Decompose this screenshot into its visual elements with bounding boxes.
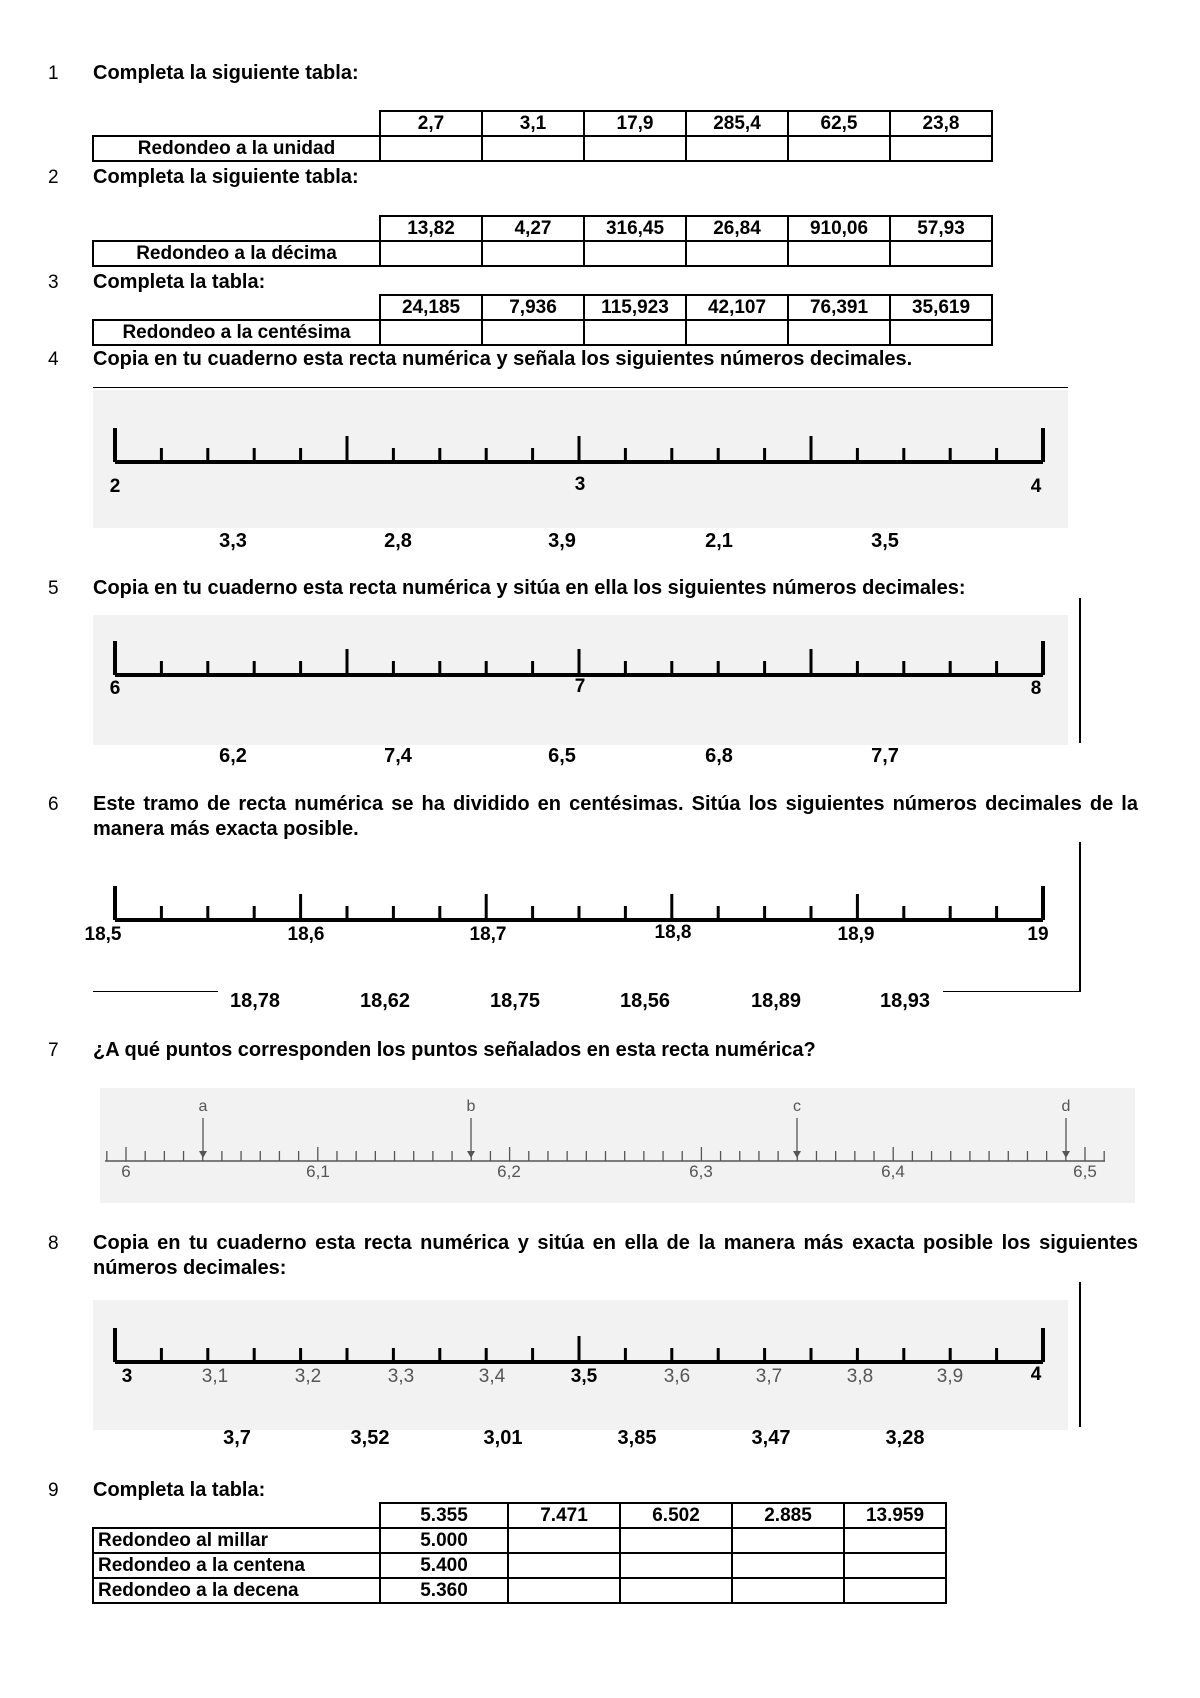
answer-cell[interactable] bbox=[844, 1528, 946, 1553]
decimal-number: 3,85 bbox=[617, 1427, 657, 1449]
table-header-value: 42,107 bbox=[686, 295, 788, 320]
axis-label: 6,4 bbox=[881, 1162, 905, 1181]
margin-line bbox=[1079, 598, 1081, 743]
arrow-marker bbox=[793, 1151, 801, 1158]
answer-cell[interactable] bbox=[584, 136, 686, 161]
exercise-instruction: Copia en tu cuaderno esta recta numérica y sitúa en ella de la manera más exacta posible los siguientes números decimales: bbox=[93, 1232, 1138, 1279]
answer-cell[interactable] bbox=[482, 136, 584, 161]
table-header-value: 57,93 bbox=[890, 216, 992, 241]
table-header-value: 910,06 bbox=[788, 216, 890, 241]
exercise-number: 8 bbox=[48, 1233, 59, 1254]
axis-label: 6 bbox=[109, 678, 121, 699]
decimal-number: 7,4 bbox=[384, 745, 412, 767]
answer-cell[interactable] bbox=[788, 320, 890, 345]
decimal-number: 18,89 bbox=[750, 990, 802, 1012]
answer-cell[interactable] bbox=[482, 320, 584, 345]
axis-label: 19 bbox=[1027, 924, 1049, 945]
answer-cell[interactable] bbox=[732, 1528, 844, 1553]
table-header-value: 24,185 bbox=[380, 295, 482, 320]
exercise-instruction: Copia en tu cuaderno esta recta numérica y señala los siguientes números decimales. bbox=[93, 348, 913, 370]
table-header-value: 35,619 bbox=[890, 295, 992, 320]
rounding-table-hundredths bbox=[92, 294, 993, 346]
decimal-number: 6,2 bbox=[219, 745, 247, 767]
table-header-value: 62,5 bbox=[788, 111, 890, 136]
axis-label: 3,1 bbox=[201, 1366, 229, 1387]
axis-label: 8 bbox=[1030, 678, 1042, 699]
decimal-number: 6,8 bbox=[705, 745, 733, 767]
margin-line bbox=[943, 991, 1081, 992]
answer-cell[interactable] bbox=[732, 1553, 844, 1578]
point-label: b bbox=[466, 1098, 476, 1115]
arrow-marker bbox=[467, 1151, 475, 1158]
number-line-ticks bbox=[115, 886, 1043, 920]
table-header-value: 6.502 bbox=[620, 1503, 732, 1528]
exercise-number: 2 bbox=[48, 167, 59, 188]
table-row-label: Redondeo a la decena bbox=[93, 1578, 380, 1603]
arrow-marker bbox=[199, 1151, 207, 1158]
table-header-value: 115,923 bbox=[584, 295, 686, 320]
answer-cell[interactable] bbox=[508, 1553, 620, 1578]
answer-cell[interactable] bbox=[732, 1578, 844, 1603]
number-line-3-4 bbox=[93, 1300, 1068, 1430]
answer-cell[interactable] bbox=[844, 1553, 946, 1578]
answer-cell[interactable] bbox=[844, 1578, 946, 1603]
answer-cell[interactable] bbox=[584, 320, 686, 345]
exercise-number: 5 bbox=[48, 578, 59, 599]
exercise-number: 4 bbox=[48, 349, 59, 370]
point-label: c bbox=[793, 1098, 801, 1115]
answer-cell[interactable] bbox=[620, 1553, 732, 1578]
answer-cell: 5.400 bbox=[380, 1553, 508, 1578]
table-header-value: 3,1 bbox=[482, 111, 584, 136]
exercise-instruction: Completa la tabla: bbox=[93, 1479, 266, 1501]
point-label: d bbox=[1061, 1098, 1071, 1115]
axis-label: 3,7 bbox=[755, 1366, 783, 1387]
answer-cell[interactable] bbox=[788, 241, 890, 266]
answer-cell[interactable] bbox=[508, 1578, 620, 1603]
answer-cell[interactable] bbox=[482, 241, 584, 266]
exercise-number: 9 bbox=[48, 1480, 59, 1501]
axis-label: 3,4 bbox=[478, 1366, 506, 1387]
axis-label: 18,8 bbox=[654, 922, 692, 943]
exercise-number: 7 bbox=[48, 1040, 59, 1061]
answer-cell[interactable] bbox=[686, 136, 788, 161]
decimal-number: 7,7 bbox=[871, 745, 899, 767]
table-header-value: 316,45 bbox=[584, 216, 686, 241]
axis-label: 18,6 bbox=[287, 924, 325, 945]
decimal-number: 6,5 bbox=[548, 745, 576, 767]
exercise-number: 3 bbox=[48, 272, 59, 293]
table-row-label: Redondeo a la décima bbox=[93, 241, 380, 266]
axis-label: 3 bbox=[121, 1366, 133, 1387]
axis-label: 7 bbox=[574, 676, 586, 697]
exercise-instruction: ¿A qué puntos corresponden los puntos señalados en esta recta numérica? bbox=[93, 1039, 816, 1061]
answer-cell[interactable] bbox=[380, 241, 482, 266]
axis-label: 3,2 bbox=[294, 1366, 322, 1387]
decimal-number: 3,28 bbox=[885, 1427, 925, 1449]
answer-cell[interactable] bbox=[890, 136, 992, 161]
table-header-value: 13,82 bbox=[380, 216, 482, 241]
number-line-6-8 bbox=[93, 615, 1068, 745]
axis-label: 6,1 bbox=[306, 1162, 330, 1181]
decimal-number: 18,78 bbox=[229, 990, 281, 1012]
axis-label: 18,5 bbox=[84, 924, 122, 945]
axis-label: 2 bbox=[109, 476, 121, 497]
answer-cell[interactable] bbox=[788, 136, 890, 161]
answer-cell[interactable] bbox=[380, 320, 482, 345]
decimal-number: 3,52 bbox=[350, 1427, 390, 1449]
axis-label: 4 bbox=[1030, 476, 1042, 497]
table-header-value: 13.959 bbox=[844, 1503, 946, 1528]
axis-label: 6,2 bbox=[497, 1162, 521, 1181]
axis-label: 3 bbox=[574, 474, 586, 495]
table-header-value: 23,8 bbox=[890, 111, 992, 136]
divider bbox=[93, 387, 1068, 388]
number-line-18-5-19 bbox=[84, 870, 1083, 950]
answer-cell: 5.360 bbox=[380, 1578, 508, 1603]
exercise-instruction: Completa la tabla: bbox=[93, 271, 266, 293]
axis-label: 3,8 bbox=[846, 1366, 874, 1387]
decimal-number: 18,62 bbox=[359, 990, 411, 1012]
table-row-label: Redondeo a la centésima bbox=[93, 320, 380, 345]
answer-cell[interactable] bbox=[686, 320, 788, 345]
number-line-2-4 bbox=[93, 390, 1068, 528]
exercise-number: 1 bbox=[48, 63, 59, 84]
decimal-number: 3,01 bbox=[483, 1427, 523, 1449]
table-header-value: 7,936 bbox=[482, 295, 584, 320]
answer-cell[interactable] bbox=[620, 1528, 732, 1553]
decimal-number: 3,5 bbox=[871, 530, 899, 552]
axis-label: 3,6 bbox=[663, 1366, 691, 1387]
axis-label: 3,3 bbox=[387, 1366, 415, 1387]
answer-cell[interactable] bbox=[584, 241, 686, 266]
point-label: a bbox=[198, 1098, 208, 1115]
exercise-instruction: Copia en tu cuaderno esta recta numérica y sitúa en ella los siguientes números decimales: bbox=[93, 577, 966, 599]
table-header-value: 2.885 bbox=[732, 1503, 844, 1528]
decimal-number: 3,7 bbox=[223, 1427, 251, 1449]
decimal-number: 2,1 bbox=[705, 530, 733, 552]
answer-cell[interactable] bbox=[890, 320, 992, 345]
arrow-marker bbox=[1062, 1151, 1070, 1158]
table-row-label: Redondeo al millar bbox=[93, 1528, 380, 1553]
axis-label: 18,7 bbox=[469, 924, 507, 945]
decimal-number: 3,9 bbox=[548, 530, 576, 552]
exercise-instruction: Completa la siguiente tabla: bbox=[93, 62, 359, 84]
answer-cell[interactable] bbox=[380, 136, 482, 161]
answer-cell[interactable] bbox=[890, 241, 992, 266]
rounding-table-units bbox=[92, 110, 993, 162]
margin-line bbox=[93, 991, 218, 992]
axis-label: 4 bbox=[1030, 1364, 1042, 1385]
axis-label: 6,5 bbox=[1073, 1162, 1097, 1181]
decimal-number: 3,3 bbox=[219, 530, 247, 552]
decimal-number: 18,75 bbox=[489, 990, 541, 1012]
axis-label: 6,3 bbox=[689, 1162, 713, 1181]
table-row-label: Redondeo a la unidad bbox=[93, 136, 380, 161]
table-header-value: 285,4 bbox=[686, 111, 788, 136]
answer-cell[interactable] bbox=[620, 1578, 732, 1603]
decimal-number: 3,47 bbox=[751, 1427, 791, 1449]
answer-cell[interactable] bbox=[508, 1528, 620, 1553]
number-line-6-6-5 bbox=[100, 1088, 1135, 1203]
decimal-number: 18,93 bbox=[879, 990, 931, 1012]
exercise-instruction: Este tramo de recta numérica se ha dividido en centésimas. Sitúa los siguientes números decimales de la manera más exacta posible. bbox=[93, 793, 1138, 840]
table-row-label: Redondeo a la centena bbox=[93, 1553, 380, 1578]
number-line-ticks bbox=[115, 428, 1043, 462]
axis-label: 18,9 bbox=[837, 924, 875, 945]
table-header-value: 7.471 bbox=[508, 1503, 620, 1528]
table-header-value: 17,9 bbox=[584, 111, 686, 136]
rounding-table-thousands bbox=[92, 1502, 947, 1604]
number-line-ticks bbox=[115, 641, 1043, 675]
axis-label: 3,5 bbox=[570, 1366, 598, 1387]
margin-line bbox=[1079, 1282, 1081, 1427]
answer-cell: 5.000 bbox=[380, 1528, 508, 1553]
table-header-value: 26,84 bbox=[686, 216, 788, 241]
exercise-number: 6 bbox=[48, 794, 59, 815]
exercise-instruction: Completa la siguiente tabla: bbox=[93, 166, 359, 188]
axis-label: 6 bbox=[121, 1162, 131, 1181]
table-header-value: 5.355 bbox=[380, 1503, 508, 1528]
number-line-ticks bbox=[115, 1328, 1043, 1362]
answer-cell[interactable] bbox=[686, 241, 788, 266]
table-header-value: 76,391 bbox=[788, 295, 890, 320]
axis-label: 3,9 bbox=[936, 1366, 964, 1387]
table-header-value: 4,27 bbox=[482, 216, 584, 241]
decimal-number: 2,8 bbox=[384, 530, 412, 552]
decimal-number: 18,56 bbox=[619, 990, 671, 1012]
table-header-value: 2,7 bbox=[380, 111, 482, 136]
rounding-table-tenths bbox=[92, 215, 993, 267]
number-line-ticks bbox=[105, 1118, 1105, 1161]
